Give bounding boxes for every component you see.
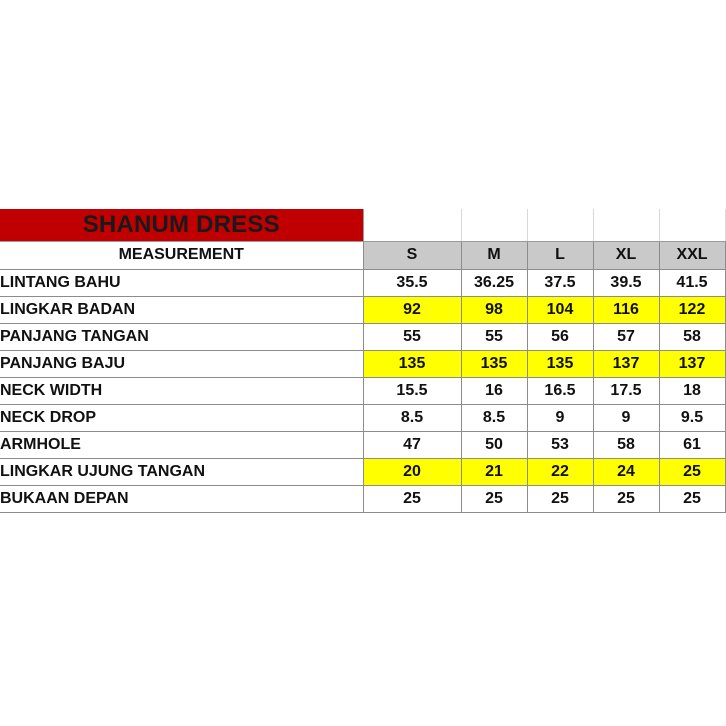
table-row (0, 377, 725, 404)
cell-s: 15.5 (363, 377, 461, 404)
cell-xl: 137 (593, 350, 659, 377)
cell-m: 16 (461, 377, 527, 404)
size-header-m: M (461, 241, 527, 269)
cell-xxl: 9.5 (659, 404, 725, 431)
table-row (0, 458, 725, 485)
row-label: NECK DROP (0, 404, 363, 431)
cell-s: 8.5 (363, 404, 461, 431)
cell-m: 25 (461, 485, 527, 512)
cell-l: 53 (527, 431, 593, 458)
row-label: NECK WIDTH (0, 377, 363, 404)
cell-l: 37.5 (527, 269, 593, 296)
cell-l: 22 (527, 458, 593, 485)
blank-cell (363, 209, 461, 241)
cell-xxl: 61 (659, 431, 725, 458)
blank-cell (527, 209, 593, 241)
cell-xxl: 18 (659, 377, 725, 404)
cell-xl: 24 (593, 458, 659, 485)
cell-s: 20 (363, 458, 461, 485)
blank-cell (461, 209, 527, 241)
size-header-l: L (527, 241, 593, 269)
title-row (0, 209, 725, 241)
cell-l: 135 (527, 350, 593, 377)
cell-l: 104 (527, 296, 593, 323)
row-label: LINGKAR BADAN (0, 296, 363, 323)
cell-xxl: 41.5 (659, 269, 725, 296)
cell-xxl: 137 (659, 350, 725, 377)
cell-s: 35.5 (363, 269, 461, 296)
cell-m: 21 (461, 458, 527, 485)
cell-m: 50 (461, 431, 527, 458)
cell-xl: 9 (593, 404, 659, 431)
table-row (0, 404, 725, 431)
row-label: BUKAAN DEPAN (0, 485, 363, 512)
cell-xl: 116 (593, 296, 659, 323)
cell-xl: 57 (593, 323, 659, 350)
table-row (0, 350, 725, 377)
cell-l: 56 (527, 323, 593, 350)
chart-title: SHANUM DRESS (0, 209, 363, 241)
cell-s: 25 (363, 485, 461, 512)
row-label: LINGKAR UJUNG TANGAN (0, 458, 363, 485)
cell-s: 92 (363, 296, 461, 323)
cell-l: 16.5 (527, 377, 593, 404)
cell-m: 36.25 (461, 269, 527, 296)
cell-xl: 17.5 (593, 377, 659, 404)
header-row (0, 241, 725, 269)
measurement-header: MEASUREMENT (0, 241, 363, 269)
cell-xxl: 122 (659, 296, 725, 323)
row-label: PANJANG TANGAN (0, 323, 363, 350)
row-label: PANJANG BAJU (0, 350, 363, 377)
cell-m: 55 (461, 323, 527, 350)
size-header-xxl: XXL (659, 241, 725, 269)
cell-l: 9 (527, 404, 593, 431)
size-header-xl: XL (593, 241, 659, 269)
cell-m: 8.5 (461, 404, 527, 431)
table-row (0, 323, 725, 350)
cell-s: 55 (363, 323, 461, 350)
cell-xxl: 25 (659, 458, 725, 485)
table-row (0, 296, 725, 323)
cell-xxl: 25 (659, 485, 725, 512)
cell-xl: 39.5 (593, 269, 659, 296)
cell-xl: 58 (593, 431, 659, 458)
cell-m: 98 (461, 296, 527, 323)
table-row (0, 485, 725, 512)
size-chart-table (0, 209, 726, 513)
cell-l: 25 (527, 485, 593, 512)
table-body (0, 269, 725, 512)
cell-m: 135 (461, 350, 527, 377)
blank-cell (659, 209, 725, 241)
cell-xxl: 58 (659, 323, 725, 350)
table-row (0, 269, 725, 296)
table-row (0, 431, 725, 458)
blank-cell (593, 209, 659, 241)
size-header-s: S (363, 241, 461, 269)
cell-s: 47 (363, 431, 461, 458)
row-label: ARMHOLE (0, 431, 363, 458)
cell-xl: 25 (593, 485, 659, 512)
cell-s: 135 (363, 350, 461, 377)
row-label: LINTANG BAHU (0, 269, 363, 296)
